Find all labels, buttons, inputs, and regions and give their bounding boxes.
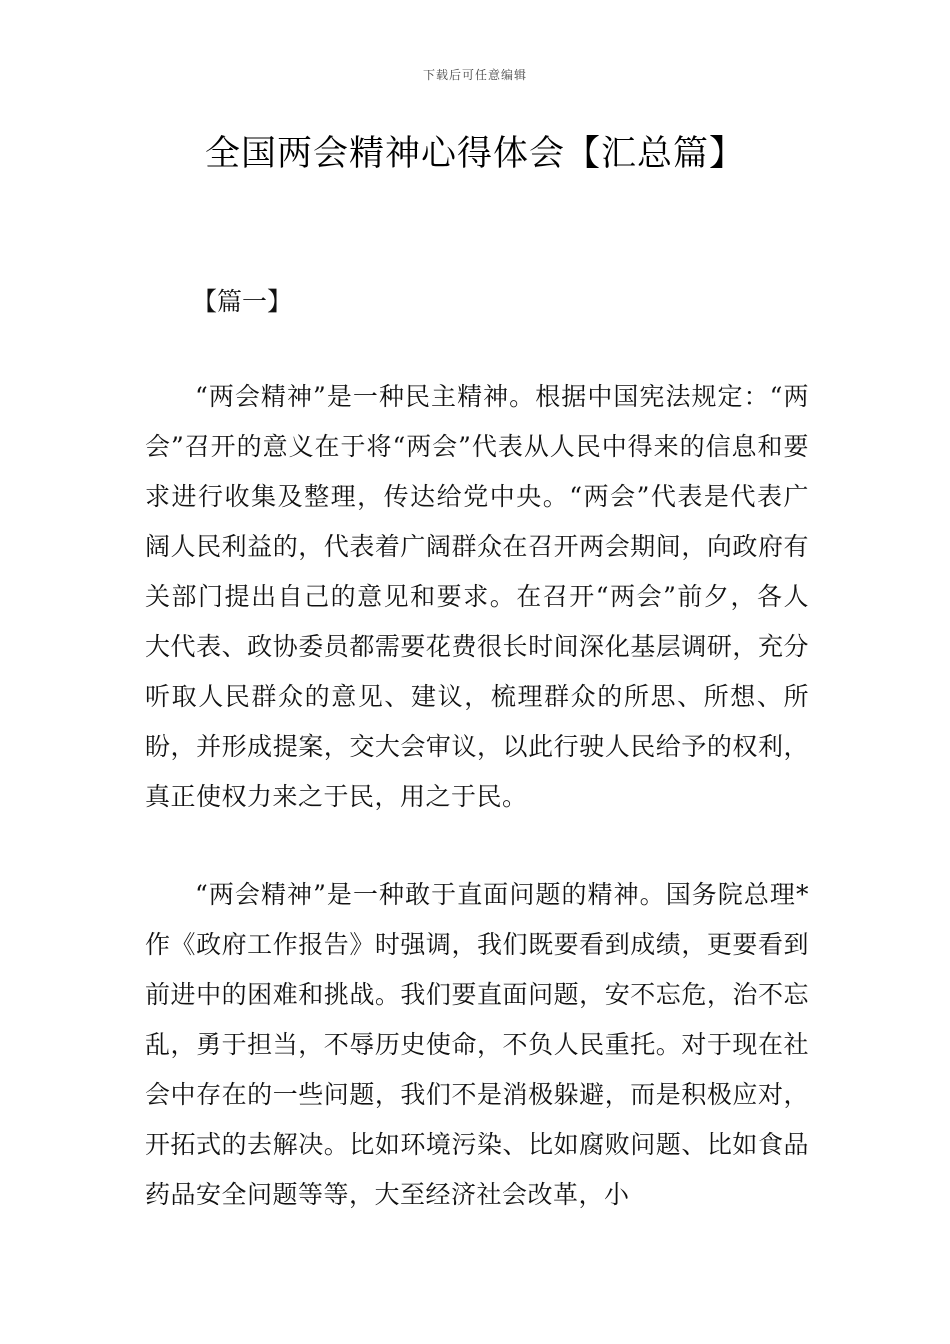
header-note: 下载后可任意编辑: [422, 68, 527, 82]
paragraph-2: “两会精神”是一种敢于直面问题的精神。国务院总理*作《政府工作报告》时强调，我们既要看到成绩，更要看到前进中的困难和挑战。我们要直面问题，安不忘危，治不忘乱，勇于担当，不辱历史使命，不负人民重托。对于现在社会中存在的一些问题，我们不是消极躲避，而是积极应对，开拓式的去解决。比如环境污染、比如腐败问题、比如食品药品安全问题等等，大至经济社会改革，小: [145, 880, 809, 1209]
section-heading: 【篇一】: [192, 287, 293, 316]
page-title: 全国两会精神心得体会【汇总篇】: [204, 134, 745, 174]
paragraph-1: “两会精神”是一种民主精神。根据中国宪法规定：“两会”召开的意义在于将“两会”代表从人民中得来的信息和要求进行收集及整理，传达给党中央。“两会”代表是代表广阔人民利益的，代表着广阔群众在召开两会期间，向政府有关部门提出自己的意见和要求。在召开“两会”前夕，各人大代表、政协委员都需要花费很长时间深化基层调研，充分听取人民群众的意见、建议，梳理群众的所思、所想、所盼，并形成提案，交大会审议，以此行驶人民给予的权利，真正使权力来之于民，用之于民。: [145, 382, 809, 811]
